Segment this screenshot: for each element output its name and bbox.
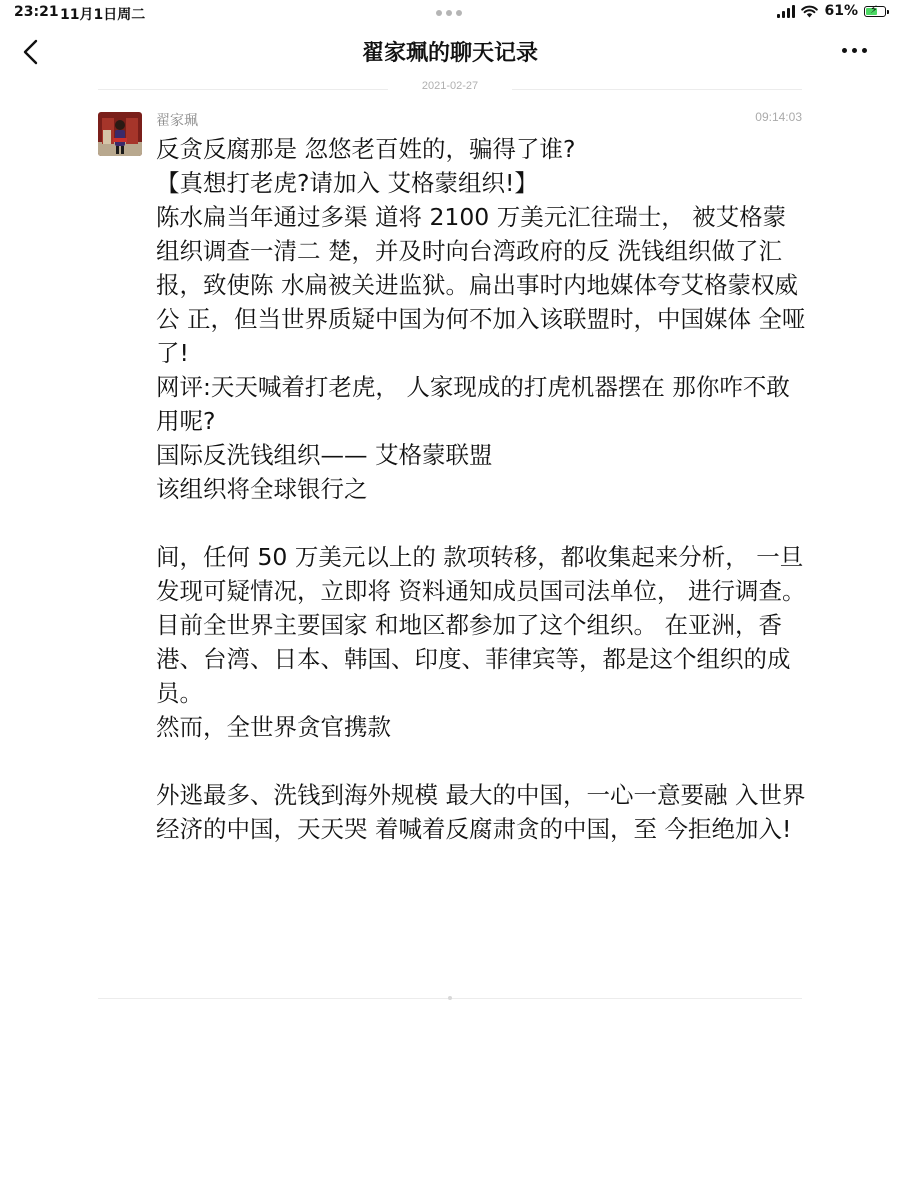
message-paragraph: 国际反洗钱组织—— 艾格蒙联盟 <box>156 441 493 469</box>
message-paragraph: 外逃最多、洗钱到海外规模 最大的中国，一心一意要融 入世界经济的中国，天天哭 着喊着反腐肃贪的中国，至 今拒绝加入! <box>156 781 806 843</box>
wifi-icon <box>801 5 818 18</box>
message-paragraph: 该组织将全球银行之 <box>156 475 368 503</box>
message-time: 09:14:03 <box>755 110 802 124</box>
page-title: 翟家珮的聊天记录 <box>361 41 538 66</box>
date-divider <box>98 80 802 98</box>
status-indicators <box>777 3 886 19</box>
cellular-signal-icon <box>777 5 795 18</box>
avatar[interactable] <box>98 112 142 156</box>
multitasking-dots-icon[interactable] <box>436 10 462 16</box>
message-paragraph: 【真想打老虎?请加入 艾格蒙组织!】 <box>156 169 538 197</box>
more-dots-icon <box>842 48 847 53</box>
message-paragraph: 网评:天天喊着打老虎， 人家现成的打虎机器摆在 那你咋不敢用呢? <box>156 373 790 435</box>
status-bar <box>0 0 900 26</box>
sender-name: 翟家珮 <box>156 113 198 129</box>
message-paragraph: 目前全世界主要国家 和地区都参加了这个组织。 在亚洲，香港、台湾、日本、韩国、印度、菲律宾等，都是这个组织的成员。 <box>156 611 791 707</box>
status-time: 23:21 <box>14 4 59 20</box>
battery-percent: 61% <box>824 3 858 19</box>
message-paragraph: 陈水扁当年通过多渠 道将 2100 万美元汇往瑞士， 被艾格蒙组织调查一清二 楚，并及时向台湾政府的反 洗钱组织做了汇报，致使陈 水扁被关进监狱。扁出事时内地媒体夸艾格蒙权威公 正，但当世界质疑中国为何不加入该联盟时，中国媒体 全哑了! <box>156 203 806 367</box>
chat-date: 2021-02-27 <box>414 80 486 92</box>
message-text <box>156 132 806 846</box>
paragraph-gap <box>156 744 806 778</box>
battery-charging-icon: ⚡ <box>864 6 886 17</box>
status-date: 11月1日周二 <box>60 7 146 23</box>
more-options-button[interactable] <box>834 38 874 62</box>
message-paragraph: 然而，全世界贪官携款 <box>156 713 391 741</box>
navigation-bar <box>0 26 900 78</box>
message-paragraph: 间，任何 50 万美元以上的 款项转移，都收集起来分析， 一旦发现可疑情况，立即将 资料通知成员国司法单位， 进行调查。 <box>156 543 806 605</box>
message-paragraph: 反贪反腐那是 忽悠老百姓的，骗得了谁? <box>156 135 576 163</box>
paragraph-gap <box>156 506 806 540</box>
end-dot <box>448 996 452 1000</box>
